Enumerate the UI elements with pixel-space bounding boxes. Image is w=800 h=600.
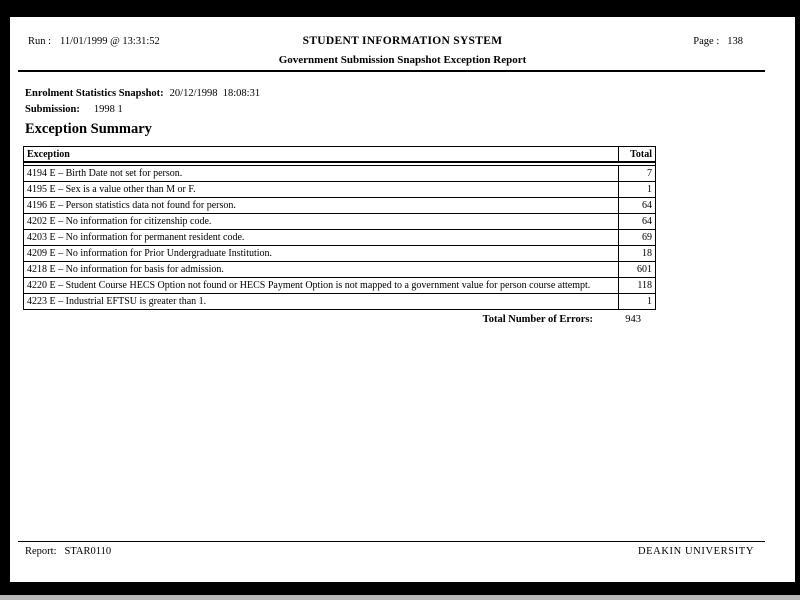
run-value: 11/01/1999 @ 13:31:52 <box>60 36 160 47</box>
taskbar-strip <box>0 595 800 600</box>
total-cell: 601 <box>637 264 652 275</box>
exception-cell: 4194 E – Birth Date not set for person. <box>24 166 619 181</box>
report-page <box>10 17 795 582</box>
report-value: STAR0110 <box>64 546 112 557</box>
report-title: STUDENT INFORMATION SYSTEM <box>302 35 503 47</box>
exception-summary-table <box>23 146 656 310</box>
page-number <box>693 36 743 47</box>
total-cell: 69 <box>642 232 652 243</box>
total-cell: 118 <box>637 280 652 291</box>
exception-cell: 4223 E – Industrial EFTSU is greater than 1. <box>24 294 619 309</box>
total-cell: 64 <box>642 200 652 211</box>
total-cell: 64 <box>642 216 652 227</box>
table-row <box>24 293 655 309</box>
exception-cell: 4209 E – No information for Prior Undergraduate Institution. <box>24 246 619 261</box>
table-row <box>24 165 655 181</box>
total-cell: 1 <box>647 296 652 307</box>
submission-line <box>25 104 123 115</box>
table-body <box>24 165 655 309</box>
table-row <box>24 197 655 213</box>
section-title: Exception Summary <box>25 121 152 137</box>
exception-cell: 4196 E – Person statistics data not found for person. <box>24 198 619 213</box>
table-header-row <box>24 147 655 163</box>
run-label: Run : <box>28 36 52 47</box>
table-row <box>24 229 655 245</box>
grand-total-value: 943 <box>625 314 641 325</box>
exception-cell: 4195 E – Sex is a value other than M or F. <box>24 182 619 197</box>
footer-report <box>25 546 111 557</box>
total-cell: 1 <box>647 184 652 195</box>
grand-total-line <box>23 314 641 325</box>
grand-total-label: Total Number of Errors: <box>482 314 593 325</box>
report-subtitle: Government Submission Snapshot Exception Report <box>278 54 527 66</box>
total-cell: 7 <box>647 168 652 179</box>
exception-cell: 4203 E – No information for permanent resident code. <box>24 230 619 245</box>
exception-cell: 4202 E – No information for citizenship code. <box>24 214 619 229</box>
footer-divider <box>18 541 765 542</box>
column-header-exception: Exception <box>24 147 619 161</box>
exception-cell: 4220 E – Student Course HECS Option not found or HECS Payment Option is not mapped to a government value for person course attempt. <box>24 278 619 293</box>
snapshot-value: 20/12/1998 18:08:31 <box>169 88 261 99</box>
submission-label: Submission: <box>25 104 80 115</box>
table-row <box>24 277 655 293</box>
footer-organization: DEAKIN UNIVERSITY <box>637 546 754 557</box>
report-label: Report: <box>25 546 57 557</box>
snapshot-label: Enrolment Statistics Snapshot: <box>25 88 164 99</box>
table-row <box>24 213 655 229</box>
table-row <box>24 245 655 261</box>
table-row <box>24 181 655 197</box>
table-row <box>24 261 655 277</box>
total-cell: 18 <box>642 248 652 259</box>
column-header-total: Total <box>630 149 652 160</box>
page-label: Page : <box>693 36 720 47</box>
snapshot-line <box>25 88 260 99</box>
submission-value: 1998 1 <box>93 104 123 115</box>
page-value: 138 <box>727 36 743 47</box>
header-divider <box>18 70 765 72</box>
exception-cell: 4218 E – No information for basis for admission. <box>24 262 619 277</box>
